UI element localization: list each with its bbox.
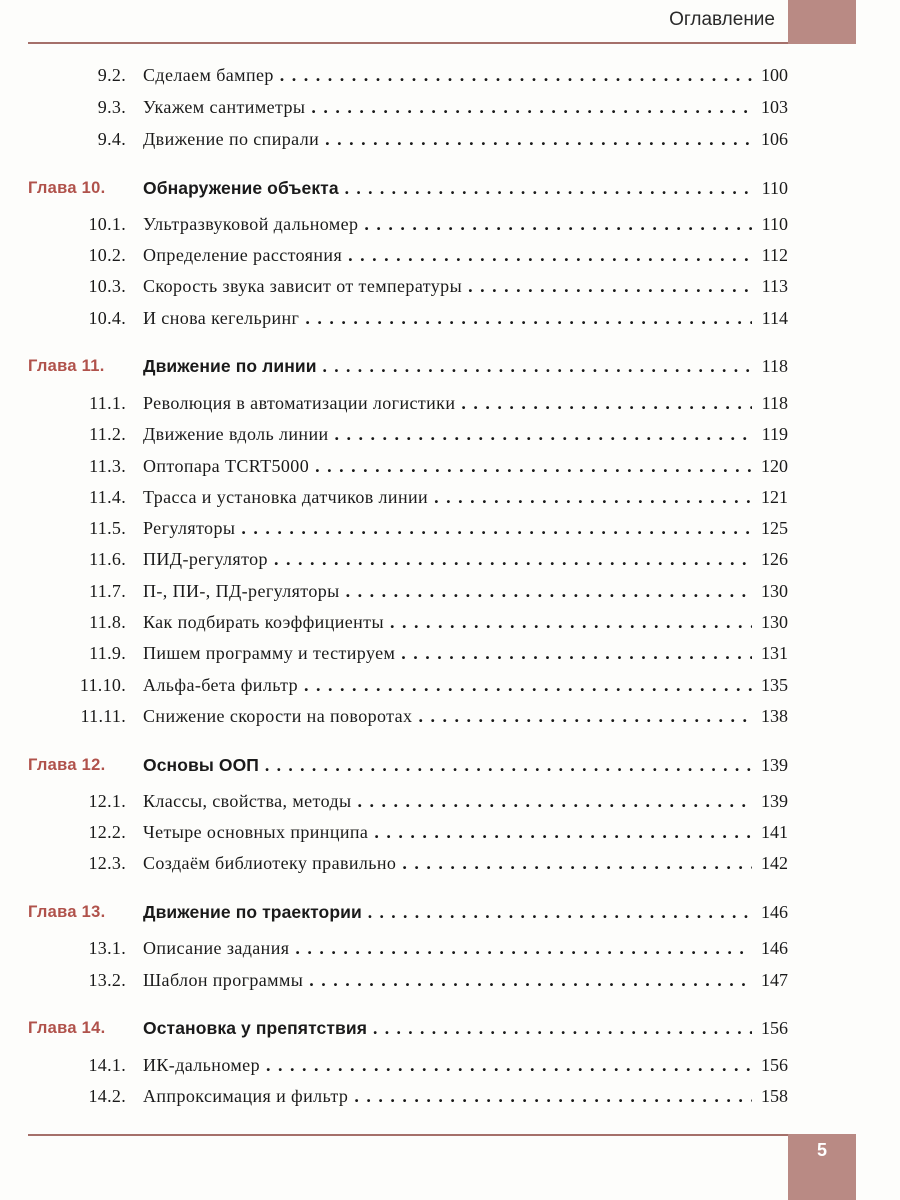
section-title: Трасса и установка датчиков линии . . . bbox=[143, 485, 753, 509]
section-number: 9.3. bbox=[97, 97, 126, 117]
section-number: 11.4. bbox=[89, 487, 126, 507]
section-entry bbox=[0, 95, 900, 119]
chapter-title: Обнаружение объекта . . . bbox=[143, 176, 753, 200]
section-number: 14.1. bbox=[88, 1055, 126, 1075]
page-reference: 100 bbox=[752, 63, 788, 87]
section-title: Сделаем бампер . . . bbox=[143, 63, 753, 87]
section-number: 14.2. bbox=[88, 1086, 126, 1106]
chapter-entry bbox=[0, 354, 900, 378]
section-number: 13.2. bbox=[88, 970, 126, 990]
section-number: 11.7. bbox=[89, 581, 126, 601]
page-reference: 120 bbox=[752, 454, 788, 478]
section-entry bbox=[0, 485, 900, 509]
page-reference: 130 bbox=[752, 610, 788, 634]
section-number: 11.2. bbox=[89, 424, 126, 444]
chapter-entry bbox=[0, 1016, 900, 1040]
section-number: 9.2. bbox=[97, 65, 126, 85]
page-reference: 125 bbox=[752, 516, 788, 540]
section-number: 11.6. bbox=[89, 549, 126, 569]
section-title: Альфа-бета фильтр . . . bbox=[143, 673, 753, 697]
page-reference: 158 bbox=[752, 1084, 788, 1108]
section-title: Четыре основных принципа . . . bbox=[143, 820, 753, 844]
chapter-title: Основы ООП . . . bbox=[143, 753, 753, 777]
section-entry bbox=[0, 704, 900, 728]
section-title: Шаблон программы . . . bbox=[143, 968, 753, 992]
section-number: 9.4. bbox=[97, 129, 126, 149]
page-reference: 130 bbox=[752, 579, 788, 603]
section-number: 11.3. bbox=[89, 456, 126, 476]
section-number: 11.8. bbox=[89, 612, 126, 632]
chapter-number: Глава 13. bbox=[28, 903, 106, 921]
section-number: 13.1. bbox=[88, 938, 126, 958]
page-reference: 106 bbox=[752, 127, 788, 151]
section-number: 11.9. bbox=[89, 643, 126, 663]
section-number: 10.1. bbox=[88, 214, 126, 234]
section-entry bbox=[0, 212, 900, 236]
page-reference: 146 bbox=[752, 936, 788, 960]
section-entry bbox=[0, 673, 900, 697]
page-reference: 119 bbox=[752, 422, 788, 446]
page-reference: 113 bbox=[752, 274, 788, 298]
section-entry bbox=[0, 968, 900, 992]
section-number: 11.10. bbox=[79, 675, 126, 695]
section-entry bbox=[0, 63, 900, 87]
section-entry bbox=[0, 579, 900, 603]
section-entry bbox=[0, 820, 900, 844]
section-entry bbox=[0, 641, 900, 665]
footer-rule bbox=[28, 1134, 788, 1136]
page-reference: 139 bbox=[752, 753, 788, 777]
chapter-number: Глава 10. bbox=[28, 179, 106, 197]
section-number: 12.1. bbox=[88, 791, 126, 811]
section-entry bbox=[0, 547, 900, 571]
section-entry bbox=[0, 306, 900, 330]
page-reference: 110 bbox=[752, 212, 788, 236]
page-reference: 114 bbox=[752, 306, 788, 330]
section-title: Снижение скорости на поворотах . . . bbox=[143, 704, 753, 728]
section-title: Ультразвуковой дальномер . . . bbox=[143, 212, 753, 236]
section-title: Аппроксимация и фильтр . . . bbox=[143, 1084, 753, 1108]
section-title: И снова кегельринг . . . bbox=[143, 306, 753, 330]
section-title: ИК-дальномер . . . bbox=[143, 1053, 753, 1077]
section-entry bbox=[0, 1053, 900, 1077]
section-number: 10.3. bbox=[88, 276, 126, 296]
section-title: Определение расстояния . . . bbox=[143, 243, 753, 267]
page-reference: 118 bbox=[752, 354, 788, 378]
page-reference: 112 bbox=[752, 243, 788, 267]
section-entry bbox=[0, 851, 900, 875]
chapter-title: Движение по траектории . . . bbox=[143, 900, 753, 924]
section-number: 11.1. bbox=[89, 393, 126, 413]
section-number: 12.3. bbox=[88, 853, 126, 873]
page-reference: 138 bbox=[752, 704, 788, 728]
section-entry bbox=[0, 454, 900, 478]
section-entry bbox=[0, 127, 900, 151]
section-entry bbox=[0, 1084, 900, 1108]
page-reference: 139 bbox=[752, 789, 788, 813]
section-title: Как подбирать коэффициенты . . . bbox=[143, 610, 753, 634]
section-number: 11.11. bbox=[80, 706, 126, 726]
section-number: 11.5. bbox=[89, 518, 126, 538]
page-reference: 110 bbox=[752, 176, 788, 200]
section-title: ПИД-регулятор . . . bbox=[143, 547, 753, 571]
page-reference: 118 bbox=[752, 391, 788, 415]
section-entry bbox=[0, 274, 900, 298]
section-title: Скорость звука зависит от температуры . . . bbox=[143, 274, 753, 298]
chapter-number: Глава 11. bbox=[28, 357, 105, 375]
chapter-entry bbox=[0, 176, 900, 200]
chapter-title: Остановка у препятствия . . . bbox=[143, 1016, 753, 1040]
section-title: П-, ПИ-, ПД-регуляторы . . . bbox=[143, 579, 753, 603]
section-title: Создаём библиотеку правильно . . . bbox=[143, 851, 753, 875]
section-entry bbox=[0, 610, 900, 634]
section-number: 10.4. bbox=[88, 308, 126, 328]
section-entry bbox=[0, 516, 900, 540]
page-reference: 156 bbox=[752, 1053, 788, 1077]
chapter-number: Глава 14. bbox=[28, 1019, 106, 1037]
section-number: 12.2. bbox=[88, 822, 126, 842]
page-reference: 135 bbox=[752, 673, 788, 697]
page-reference: 141 bbox=[752, 820, 788, 844]
section-entry bbox=[0, 789, 900, 813]
section-entry bbox=[0, 243, 900, 267]
page-reference: 147 bbox=[752, 968, 788, 992]
section-title: Классы, свойства, методы . . . bbox=[143, 789, 753, 813]
section-title: Пишем программу и тестируем . . . bbox=[143, 641, 753, 665]
section-entry bbox=[0, 422, 900, 446]
chapter-entry bbox=[0, 900, 900, 924]
section-title: Оптопара TCRT5000 . . . bbox=[143, 454, 753, 478]
section-number: 10.2. bbox=[88, 245, 126, 265]
section-entry bbox=[0, 936, 900, 960]
section-title: Описание задания . . . bbox=[143, 936, 753, 960]
page-reference: 103 bbox=[752, 95, 788, 119]
page-reference: 121 bbox=[752, 485, 788, 509]
section-title: Движение по спирали . . . bbox=[143, 127, 753, 151]
page-number: 5 bbox=[816, 1140, 827, 1160]
chapter-title: Движение по линии . . . bbox=[143, 354, 753, 378]
section-title: Революция в автоматизации логистики . . . bbox=[143, 391, 753, 415]
section-entry bbox=[0, 391, 900, 415]
page-reference: 156 bbox=[752, 1016, 788, 1040]
page-reference: 146 bbox=[752, 900, 788, 924]
page-reference: 126 bbox=[752, 547, 788, 571]
section-title: Укажем сантиметры . . . bbox=[143, 95, 753, 119]
chapter-entry bbox=[0, 753, 900, 777]
page-reference: 131 bbox=[752, 641, 788, 665]
section-title: Движение вдоль линии . . . bbox=[143, 422, 753, 446]
chapter-number: Глава 12. bbox=[28, 756, 106, 774]
section-title: Регуляторы . . . bbox=[143, 516, 753, 540]
page-reference: 142 bbox=[752, 851, 788, 875]
running-header-title: Оглавление bbox=[669, 9, 775, 30]
